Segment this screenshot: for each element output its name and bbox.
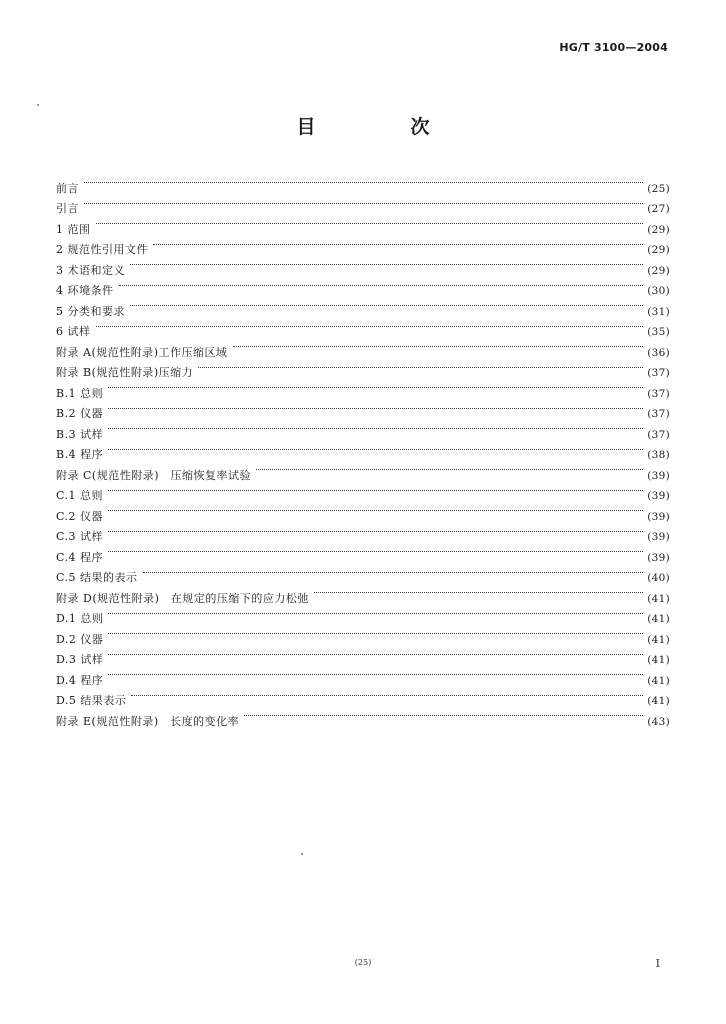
toc-entry-page: (38) bbox=[647, 449, 670, 461]
toc-dot-leader bbox=[244, 704, 643, 725]
toc-dot-leader bbox=[108, 520, 643, 541]
toc-entry[interactable] bbox=[56, 581, 670, 605]
toc-entry-label: 1 范围 bbox=[56, 222, 91, 236]
toc-entry-page: (37) bbox=[647, 367, 670, 379]
toc-entry-page: (41) bbox=[647, 633, 670, 646]
toc-dot-leader bbox=[233, 335, 644, 356]
toc-dot-leader bbox=[131, 684, 643, 705]
toc-dot-leader bbox=[108, 540, 643, 561]
toc-entry-page: (27) bbox=[647, 203, 670, 215]
toc-entry-page: (41) bbox=[647, 592, 670, 605]
toc-dot-leader bbox=[108, 479, 643, 500]
footer-page-number: I bbox=[655, 957, 660, 970]
toc-entry-label: 4 环境条件 bbox=[56, 284, 114, 297]
toc-entry-label: D.2 仪器 bbox=[56, 632, 104, 646]
toc-entry-page: (31) bbox=[647, 305, 670, 318]
scan-speck bbox=[301, 853, 303, 855]
toc-entry-page: (29) bbox=[647, 244, 670, 256]
toc-entry-label: 引言 bbox=[56, 202, 79, 215]
toc-entry-page: (29) bbox=[647, 264, 670, 277]
toc-entry-label: C.2 仪器 bbox=[56, 509, 104, 523]
toc-entry-label: 附录 A(规范性附录)工作压缩区域 bbox=[56, 345, 228, 359]
toc-dot-leader bbox=[84, 192, 643, 213]
toc-dot-leader bbox=[153, 233, 643, 254]
toc-entry-page: (40) bbox=[647, 572, 670, 584]
toc-entry[interactable] bbox=[56, 458, 670, 482]
toc-entry[interactable] bbox=[56, 376, 670, 400]
toc-entry-page: (37) bbox=[647, 408, 670, 420]
toc-entry-page: (39) bbox=[647, 490, 670, 502]
toc-dot-leader bbox=[143, 561, 644, 582]
toc-entry[interactable] bbox=[56, 212, 670, 236]
toc-entry-label: B.4 程序 bbox=[56, 448, 104, 461]
toc-entry-page: (35) bbox=[647, 326, 670, 338]
toc-entry-page: (39) bbox=[647, 531, 670, 543]
toc-entry-page: (39) bbox=[647, 469, 670, 482]
toc-entry-label: 2 规范性引用文件 bbox=[56, 243, 148, 256]
table-of-contents bbox=[56, 171, 670, 728]
toc-dot-leader bbox=[108, 438, 643, 459]
toc-entry[interactable] bbox=[56, 704, 670, 728]
toc-dot-leader bbox=[130, 253, 643, 274]
toc-dot-leader bbox=[314, 581, 643, 602]
toc-entry-label: 3 术语和定义 bbox=[56, 263, 125, 277]
toc-entry[interactable] bbox=[56, 643, 670, 664]
toc-entry[interactable] bbox=[56, 294, 670, 318]
toc-entry[interactable] bbox=[56, 622, 670, 646]
toc-entry-label: D.5 结果表示 bbox=[56, 694, 127, 707]
toc-entry-page: (41) bbox=[647, 674, 670, 687]
toc-entry-label: C.5 结果的表示 bbox=[56, 571, 138, 584]
toc-entry[interactable] bbox=[56, 663, 670, 687]
toc-dot-leader bbox=[256, 458, 643, 479]
toc-entry-page: (39) bbox=[647, 510, 670, 523]
toc-entry-label: B.2 仪器 bbox=[56, 407, 104, 420]
toc-dot-leader bbox=[108, 499, 643, 520]
toc-entry[interactable] bbox=[56, 540, 670, 564]
toc-entry-page: (41) bbox=[647, 613, 670, 625]
toc-entry-label: C.1 总则 bbox=[56, 489, 104, 502]
toc-entry-page: (43) bbox=[647, 715, 670, 728]
toc-dot-leader bbox=[84, 171, 643, 192]
toc-entry-page: (25) bbox=[647, 182, 670, 195]
toc-dot-leader bbox=[108, 643, 643, 664]
toc-dot-leader bbox=[198, 356, 643, 377]
toc-entry[interactable] bbox=[56, 233, 670, 254]
toc-entry[interactable] bbox=[56, 315, 670, 336]
toc-dot-leader bbox=[108, 602, 643, 623]
toc-entry-page: (41) bbox=[647, 654, 670, 666]
toc-dot-leader bbox=[108, 397, 643, 418]
page-title: 目 次 bbox=[296, 116, 468, 138]
toc-entry[interactable] bbox=[56, 335, 670, 359]
toc-entry-label: C.4 程序 bbox=[56, 550, 104, 564]
toc-entry-page: (30) bbox=[647, 285, 670, 297]
toc-entry-label: C.3 试样 bbox=[56, 530, 104, 543]
toc-entry[interactable] bbox=[56, 417, 670, 441]
toc-entry[interactable] bbox=[56, 499, 670, 523]
toc-dot-leader bbox=[108, 622, 643, 643]
standard-code: HG/T 3100—2004 bbox=[559, 41, 668, 54]
toc-entry-label: 附录 B(规范性附录)压缩力 bbox=[56, 366, 194, 379]
toc-entry-page: (36) bbox=[647, 346, 670, 359]
toc-entry[interactable] bbox=[56, 397, 670, 418]
toc-entry[interactable] bbox=[56, 479, 670, 500]
toc-dot-leader bbox=[108, 376, 643, 397]
toc-entry-page: (41) bbox=[647, 695, 670, 707]
toc-entry[interactable] bbox=[56, 602, 670, 623]
toc-entry[interactable] bbox=[56, 520, 670, 541]
toc-entry-page: (29) bbox=[647, 223, 670, 236]
toc-entry-label: 附录 E(规范性附录) 长度的变化率 bbox=[56, 714, 240, 728]
toc-entry-label: 前言 bbox=[56, 181, 79, 195]
toc-dot-leader bbox=[96, 315, 644, 336]
toc-entry[interactable] bbox=[56, 253, 670, 277]
toc-entry[interactable] bbox=[56, 274, 670, 295]
toc-dot-leader bbox=[119, 274, 644, 295]
toc-dot-leader bbox=[108, 663, 643, 684]
toc-entry-label: D.4 程序 bbox=[56, 673, 104, 687]
toc-entry[interactable] bbox=[56, 171, 670, 195]
toc-entry-label: 附录 C(规范性附录) 压缩恢复率试验 bbox=[56, 468, 251, 482]
footer-volume-page: (25) bbox=[354, 958, 372, 967]
toc-entry-page: (39) bbox=[647, 551, 670, 564]
toc-entry-label: B.3 试样 bbox=[56, 427, 104, 441]
toc-dot-leader bbox=[108, 417, 643, 438]
toc-entry-label: D.3 试样 bbox=[56, 653, 104, 666]
toc-entry-label: 5 分类和要求 bbox=[56, 304, 125, 318]
toc-entry-label: B.1 总则 bbox=[56, 386, 104, 400]
toc-entry-page: (37) bbox=[647, 387, 670, 400]
toc-entry[interactable] bbox=[56, 561, 670, 582]
toc-entry[interactable] bbox=[56, 684, 670, 705]
toc-dot-leader bbox=[130, 294, 643, 315]
toc-dot-leader bbox=[96, 212, 644, 233]
toc-entry[interactable] bbox=[56, 438, 670, 459]
toc-entry-page: (37) bbox=[647, 428, 670, 441]
toc-entry[interactable] bbox=[56, 192, 670, 213]
toc-entry-label: 6 试样 bbox=[56, 325, 91, 338]
scan-speck bbox=[37, 104, 39, 106]
toc-entry-label: D.1 总则 bbox=[56, 612, 104, 625]
toc-entry-label: 附录 D(规范性附录) 在规定的压缩下的应力松弛 bbox=[56, 591, 309, 605]
